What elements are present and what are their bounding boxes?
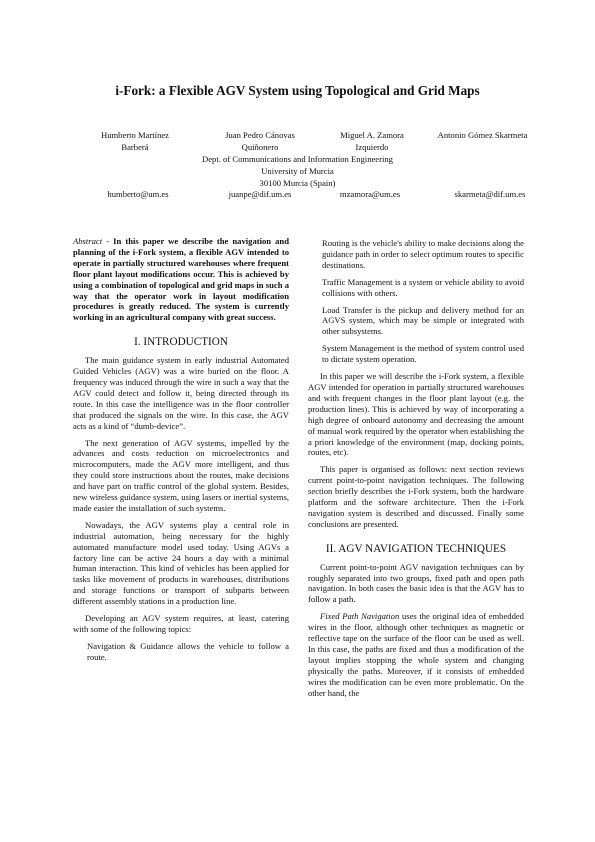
right-column <box>308 238 524 705</box>
email-1[interactable]: humberto@um.es <box>107 189 169 199</box>
email-4[interactable]: skarmeta@dif.um.es <box>454 189 526 199</box>
topic-system-management: System Management is the method of system control used to dictate system operation. <box>322 343 524 365</box>
topic-load-transfer: Load Transfer is the pickup and delivery method for an AGVS system, which may be simple or integrated with other subsystems. <box>322 304 524 337</box>
email-3[interactable]: mzamora@um.es <box>339 189 401 199</box>
section-1-heading: I. INTRODUCTION <box>134 336 228 349</box>
author-4: Antonio Gómez Skarmeta <box>437 130 528 140</box>
topic-traffic: Traffic Management is a system or vehicle ability to avoid collisions with others. <box>322 276 524 298</box>
intro-paragraph-5: In this paper we will describe the i-Fork system, a flexible AGV intended for operation in partially structured warehouses and with frequent changes in the floor plant layout (e.g. the production lines). This is achieved by way of incorporating a high degree of onboard autonomy and decreasing the amount of manual work required by the operator when establishing the a priori knowledge of the environment (map, docking points, routes, etc). <box>308 371 524 458</box>
paper-title: i-Fork: a Flexible AGV System using Topological and Grid Maps <box>115 83 480 98</box>
abstract <box>73 236 289 323</box>
topic-routing: Routing is the vehicle's ability to make decisions along the guidance path in order to select optimum routes to specific destinations. <box>322 238 524 270</box>
author-1: Humberto Martínez Barberá <box>100 130 169 153</box>
topic-navigation: Navigation & Guidance allows the vehicle to follow a route. <box>87 640 289 662</box>
abstract-label: Abstract - <box>73 236 110 246</box>
nav-paragraph-2 <box>308 611 524 698</box>
affiliation-city: 30100 Murcia (Spain) <box>259 178 336 189</box>
nav-paragraph-2-text: uses the original idea of embedded wires in the floor, although other techniques as magnetic or reflective tape on the surface of the floor can be used as well. In this case, the paths are fixed and thus a modification of the layout implies stopping the whole system and changing physically the paths. Moreover, if it consists of embedded wires the modification can be even more problematic. On the other hand, the <box>308 611 524 698</box>
affiliation-university: University of Murcia <box>261 166 334 177</box>
intro-paragraph-4: Developing an AGV system requires, at least, catering with some of the following topics: <box>73 613 289 634</box>
section-2-heading: II. AGV NAVIGATION TECHNIQUES <box>325 542 507 555</box>
affiliation <box>0 153 595 190</box>
intro-paragraph-3: Nowadays, the AGV systems play a central role in industrial automation, being necessary for the highly automated manufacture model used today. Using AGVs a factory line can be active 24 hours a day with a minimal human interaction. This kind of vehicles has been applied for tasks like movement of products in warehouses, distributions and storage functions or transport of subparts between different assembly stations in a production line. <box>73 519 289 607</box>
left-column <box>73 236 289 669</box>
intro-paragraph-6: This paper is organised as follows: next section reviews current point-to-point navigation techniques. The following section briefly describes the i-Fork system, both the hardware platform and the software architecture. Then the i-Fork navigation system is described and discussed. Finally some conclusions are presented. <box>308 464 524 529</box>
nav-paragraph-1: Current point-to-point AGV navigation techniques can by roughly separated into two groups, fixed path and open path navigation. In both cases the basic idea is that the AGV has to follow a path. <box>308 561 524 605</box>
email-2[interactable]: juanpe@dif.um.es <box>228 189 292 199</box>
author-2: Juan Pedro Cánovas Quiñonero <box>225 130 295 153</box>
intro-paragraph-2: The next generation of AGV systems, impelled by the advances and costs reduction on microelectronics and microcomputers, made the AGV more intelligent, and thus they could store instructions about the routes, make decisions and have part on traffic control of the global system. Besides, new wireless guidance system, using lasers or inertial systems, made easier the installation of such systems. <box>73 437 289 513</box>
abstract-text: In this paper we describe the navigation and planning of the i-Fork system, a flexible AGV intended to operate in partially structured warehouses where frequent floor plant layout modifications occur. This is achieved by using a combination of topological and grid maps in such a way that the operator work in layout modification procedures is greatly reduced. The system is currently working in an agricultural company with great success. <box>73 236 289 323</box>
affiliation-dept: Dept. of Communications and Information Engineering <box>202 154 393 164</box>
fixed-path-term: Fixed Path Navigation <box>320 611 400 622</box>
intro-paragraph-1: The main guidance system in early industrial Automated Guided Vehicles (AGV) was a wire buried on the floor. A frequency was induced through the wire in such a way that the AGV could detect and follow it, being directed through its route. In this case the intelligence was in the floor controller that produced the signals on the wire. In this case, the AGV acts as a kind of “dumb-device”. <box>73 355 289 431</box>
author-3: Miguel A. Zamora Izquierdo <box>340 130 404 153</box>
